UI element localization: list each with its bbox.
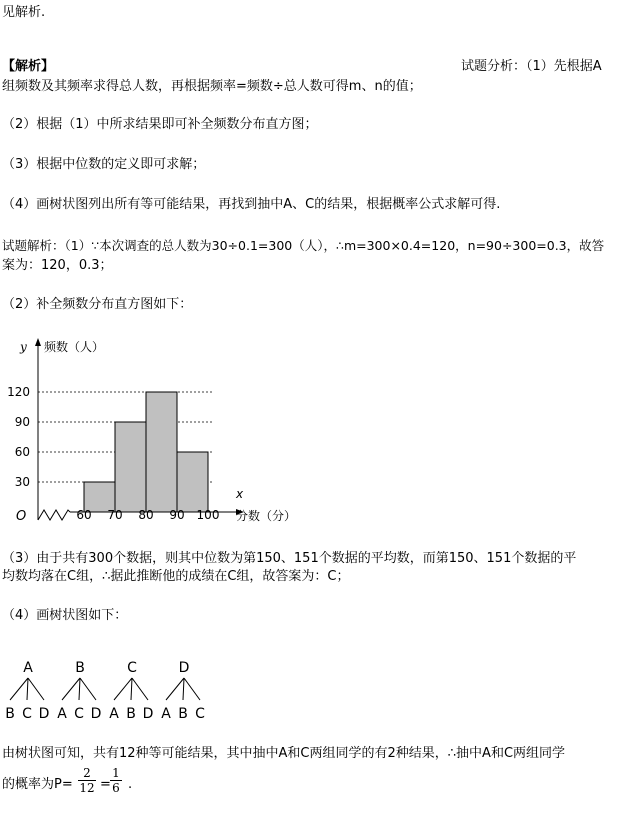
tree-leaf-A: A (57, 706, 67, 722)
tree-branch (10, 678, 28, 700)
analysis-line-1: 试题分析：（1）先根据A (461, 59, 602, 74)
tree-branch (131, 678, 132, 700)
y-tick-label: 30 (14, 475, 30, 489)
x-tick-label: 100 (196, 508, 220, 522)
fraction-2-12 (78, 766, 96, 795)
tree-leaf-A: A (109, 706, 119, 722)
x-tick-label: 90 (169, 508, 185, 522)
tree-branch (114, 678, 132, 700)
fraction-denominator: 12 (79, 781, 95, 795)
histogram-bar-90-100 (177, 452, 208, 512)
tree-branch (184, 678, 200, 700)
tree-root-C: C (127, 660, 137, 676)
fraction-numerator: 2 (83, 766, 91, 780)
tree-root-D: D (178, 660, 190, 676)
solution-line-6: （4）画树状图如下： (2, 608, 128, 623)
tree-diagram (0, 652, 240, 724)
tree-leaf-A: A (161, 706, 171, 722)
histogram-chart (0, 332, 330, 532)
tree-branch (27, 678, 28, 700)
solution-line-3: （2）补全频数分布直方图如下： (2, 297, 193, 312)
tree-leaf-B: B (126, 706, 136, 722)
y-tick-label: 90 (14, 415, 30, 429)
tree-leaf-D: D (38, 706, 50, 722)
analysis-line-5: （4）画树状图列出所有等可能结果，再找到抽中A、C的结果，根据概率公式求解可得. (2, 197, 501, 212)
tree-branch (80, 678, 96, 700)
tree-leaf-C: C (74, 706, 84, 722)
solution-line-4: （3）由于共有300个数据，则其中位数为第150、151个数据的平均数，而第150、151个数据的平 (2, 551, 577, 566)
period: . (128, 777, 133, 792)
tree-leaf-C: C (195, 706, 205, 722)
y-tick-label: 60 (14, 445, 30, 459)
conclusion-line-1: 由树状图可知，共有12种等可能结果，其中抽中A和C两组同学的有2种结果，∴抽中A和C两组同学 (2, 746, 566, 761)
histogram-bar-80-90 (146, 392, 177, 512)
tree-branch (166, 678, 184, 700)
analysis-line-2: 组频数及其频率求得总人数，再根据频率=频数÷总人数可得m、n的值； (2, 79, 422, 94)
equals-sign: = (100, 777, 111, 792)
conclusion-line-2: 的概率为P= (2, 777, 73, 792)
y-symbol: y (20, 340, 27, 354)
origin-label: O (16, 509, 27, 524)
x-axis-label: 分数（分） (236, 509, 297, 523)
tree-branch (28, 678, 44, 700)
analysis-line-3: （2）根据（1）中所求结果即可补全频数分布直方图； (2, 117, 318, 132)
solution-line-1: 试题解析：（1）∵本次调查的总人数为30÷0.1=300（人），∴m=300×0.4=120，n=90÷300=0.3，故答 (2, 238, 605, 253)
tree-branch (132, 678, 148, 700)
x-tick-label: 70 (107, 508, 123, 522)
tree-leaf-D: D (90, 706, 102, 722)
tree-root-A: A (23, 660, 33, 676)
fraction-1-6 (110, 766, 122, 795)
fraction-denominator: 6 (112, 781, 120, 795)
y-axis-label: 频数（人） (44, 340, 105, 354)
tree-branch (62, 678, 80, 700)
tree-leaf-C: C (22, 706, 32, 722)
x-tick-label: 80 (138, 508, 154, 522)
axis-break (38, 510, 70, 520)
answer-line: 见解析. (2, 5, 46, 20)
y-axis-arrow (35, 338, 41, 346)
x-tick-label: 60 (76, 508, 92, 522)
analysis-heading: 【解析】 (2, 59, 55, 74)
x-symbol: x (236, 487, 244, 501)
solution-line-5: 均数均落在C组，∴据此推断他的成绩在C组，故答案为：C； (2, 569, 350, 584)
tree-branch (183, 678, 184, 700)
analysis-line-4: （3）根据中位数的定义即可求解； (2, 157, 206, 172)
histogram-bar-70-80 (115, 422, 146, 512)
tree-leaf-D: D (142, 706, 154, 722)
tree-leaf-B: B (178, 706, 188, 722)
tree-leaf-B: B (5, 706, 15, 722)
tree-branch (79, 678, 80, 700)
solution-line-2: 案为：120，0.3； (2, 258, 113, 273)
fraction-numerator: 1 (112, 766, 120, 780)
tree-root-B: B (75, 660, 85, 676)
y-tick-label: 120 (7, 385, 30, 399)
